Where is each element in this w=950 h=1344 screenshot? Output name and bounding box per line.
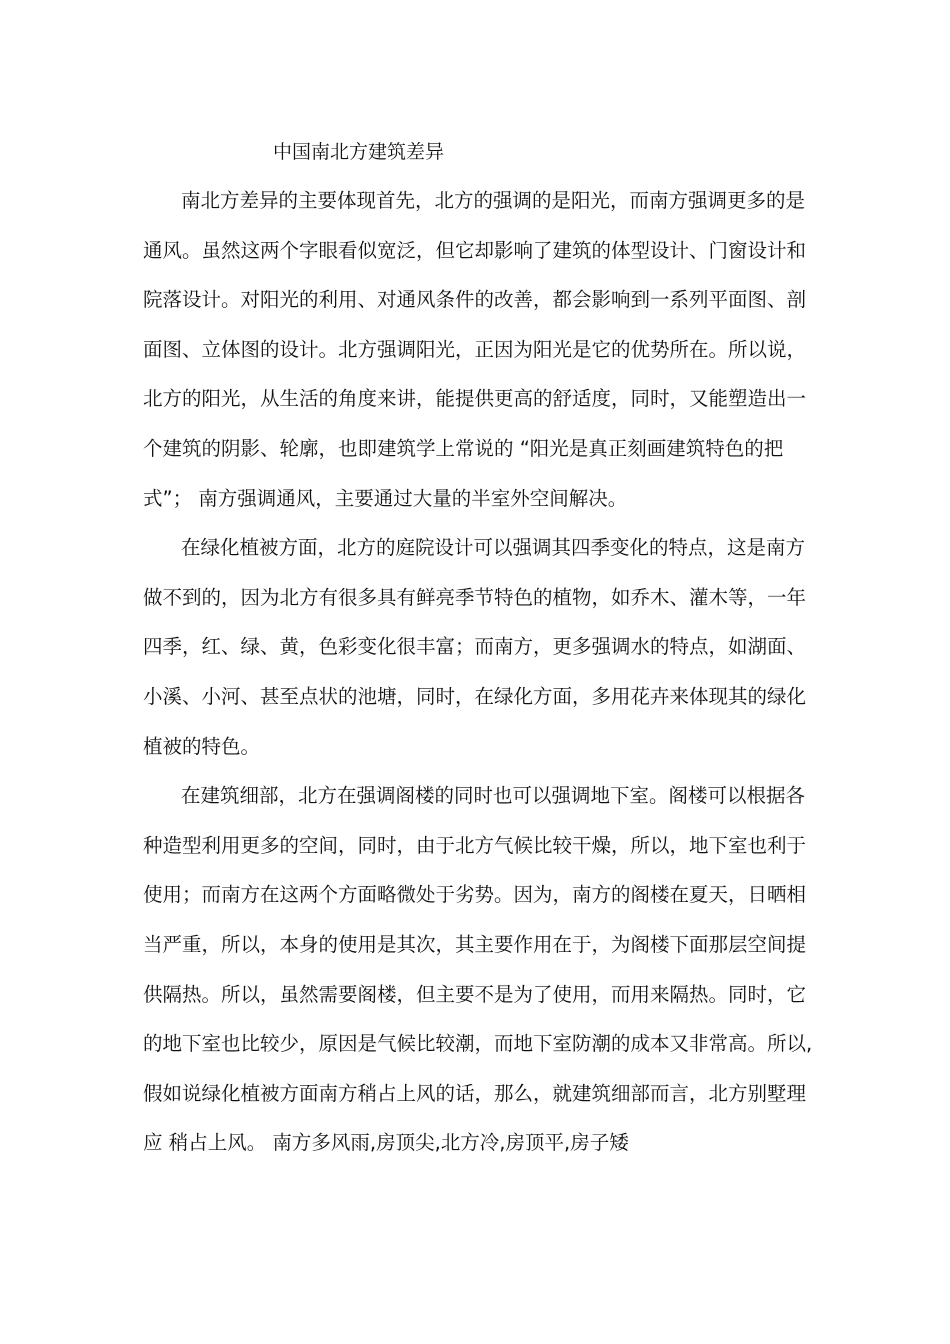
paragraph-line: 应 稍占上风。 南方多风雨,房顶尖,北方冷,房顶平,房子矮 bbox=[143, 1131, 629, 1155]
paragraph-line: 北方的阳光，从生活的角度来讲，能提供更高的舒适度，同时，又能塑造出一 bbox=[143, 387, 807, 411]
paragraph-line: 假如说绿化植被方面南方稍占上风的话，那么，就建筑细部而言，北方别墅理 bbox=[143, 1081, 807, 1105]
paragraph-line: 做不到的，因为北方有很多具有鲜亮季节特色的植物，如乔木、灌木等，一年 bbox=[143, 585, 807, 609]
paragraph-line: 四季，红、绿、黄，色彩变化很丰富；而南方，更多强调水的特点，如湖面、 bbox=[143, 635, 807, 659]
paragraph-line: 使用；而南方在这两个方面略微处于劣势。因为，南方的阁楼在夏天，日晒相 bbox=[143, 883, 807, 907]
paragraph-line: 小溪、小河、甚至点状的池塘，同时，在绿化方面，多用花卉来体现其的绿化 bbox=[143, 684, 807, 708]
paragraph-line: 个建筑的阴影、轮廓，也即建筑学上常说的 “阳光是真正刻画建筑特色的把 bbox=[143, 436, 784, 460]
document-title: 中国南北方建筑差异 bbox=[273, 141, 445, 163]
paragraph-line: 的地下室也比较少，原因是气候比较潮，而地下室防潮的成本又非常高。所以, bbox=[143, 1032, 813, 1056]
paragraph-line: 当严重，所以，本身的使用是其次，其主要作用在于，为阁楼下面那层空间提 bbox=[143, 932, 807, 956]
paragraph-line: 在绿化植被方面，北方的庭院设计可以强调其四季变化的特点，这是南方 bbox=[181, 536, 806, 560]
paragraph-line: 面图、立体图的设计。北方强调阳光，正因为阳光是它的优势所在。所以说， bbox=[143, 337, 807, 361]
document-body bbox=[143, 183, 813, 1175]
paragraph-line: 供隔热。所以，虽然需要阁楼，但主要不是为了使用，而用来隔热。同时，它 bbox=[143, 982, 807, 1006]
paragraph-line: 南北方差异的主要体现首先，北方的强调的是阳光，而南方强调更多的是 bbox=[181, 189, 806, 212]
paragraph-line: 种造型利用更多的空间，同时，由于北方气候比较干燥，所以，地下室也利于 bbox=[143, 833, 807, 857]
paragraph-line: 通风。虽然这两个字眼看似宽泛，但它却影响了建筑的体型设计、门窗设计和 bbox=[143, 238, 807, 262]
paragraph-line: 式”； 南方强调通风，主要通过大量的半室外空间解决。 bbox=[143, 486, 628, 510]
paragraph-line: 植被的特色。 bbox=[143, 734, 261, 758]
paragraph-line: 在建筑细部，北方在强调阁楼的同时也可以强调地下室。阁楼可以根据各 bbox=[181, 784, 806, 808]
paragraph-line: 院落设计。对阳光的利用、对通风条件的改善，都会影响到一系列平面图、剖 bbox=[143, 288, 807, 312]
